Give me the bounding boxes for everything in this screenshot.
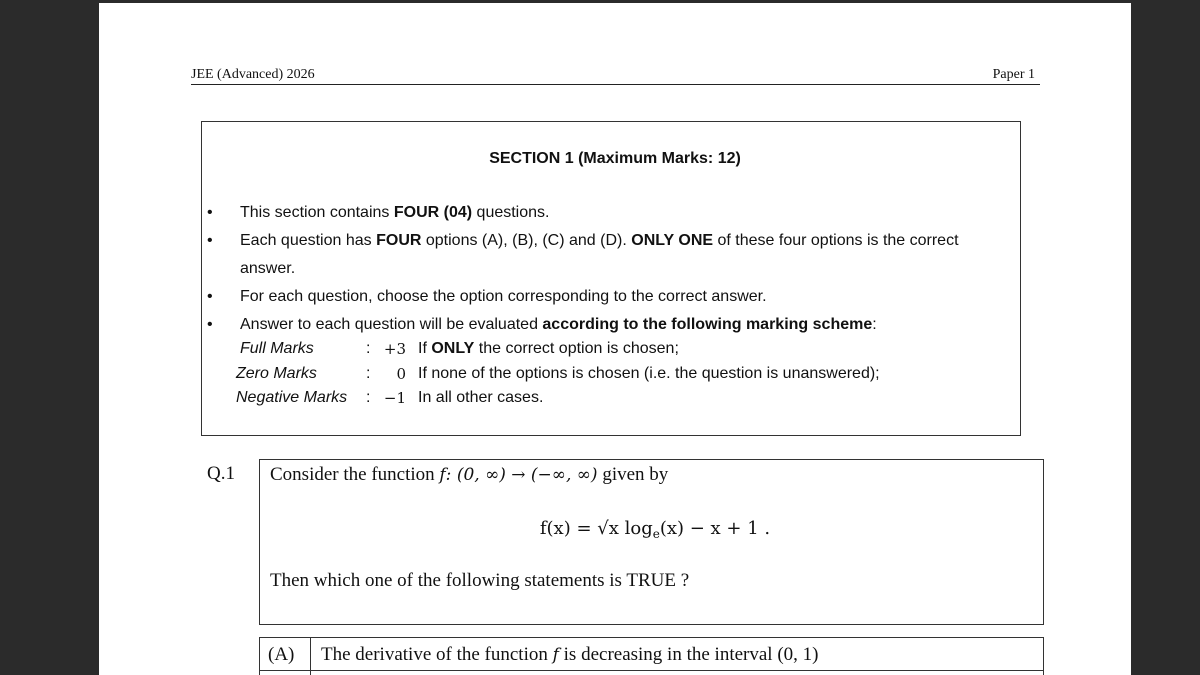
bullet-icon: • (207, 204, 213, 221)
instruction-item: • This section contains FOUR (04) questions. (207, 199, 1027, 227)
bullet-icon: • (207, 232, 213, 249)
instruction-item: • Answer to each question will be evaluated according to the following marking scheme: (207, 311, 1027, 339)
header-rule (191, 84, 1040, 85)
instruction-item: • Each question has FOUR options (A), (B), (C) and (D). ONLY ONE of these four options is the correct answer. (207, 227, 1027, 283)
instruction-list (207, 199, 1027, 339)
option-a-label[interactable]: (A) (268, 644, 295, 665)
question-formula: f(x) = √x $\log_e(x) - x + 1$ . (539, 518, 771, 541)
header-exam-name: JEE (Advanced) 2026 (191, 67, 315, 82)
question-prompt: Then which one of the following statements is TRUE ? (270, 570, 690, 591)
option-bottom-rule (259, 670, 1044, 671)
question-stem: Consider the function f: (0, ∞) → (−∞, ∞) given by (270, 464, 669, 485)
header-paper-number: Paper 1 (992, 67, 1035, 82)
section-title: SECTION 1 (Maximum Marks: 12) (489, 150, 741, 167)
bullet-icon: • (207, 288, 213, 305)
question-number: Q.1 (207, 463, 235, 484)
instruction-item: • For each question, choose the option corresponding to the correct answer. (207, 283, 1027, 311)
option-a-text[interactable]: The derivative of the function f is decreasing in the interval (0, 1) (321, 644, 819, 665)
document-page: JEE (Advanced) 2026 Paper 1 SECTION 1 (Maximum Marks: 12) • This section contains FOUR (04) questions. • Each question has FOUR options (A), (B), (C) and (D). ONLY ONE of these four options is the correct answer. • For each question, choose the option corresponding to the correct answer. • Answer to each question will be evaluated according to the following marking scheme: Full Marks : +3 If ONLY the correct option is chosen; Zero Marks : 0 If none of the options is chosen (i.e. the question is unanswered); Negative Marks : −1 In all other cases. Q.1 Consider the function f: (0, ∞) → (−∞, ∞) given by f(x) = √x $\log_e(x) - x + 1$ . Then which one of the following statements is TRUE ? (A) The derivative of the function f is decreasing in the interval (0, 1) (99, 3, 1131, 675)
bullet-icon: • (207, 316, 213, 333)
